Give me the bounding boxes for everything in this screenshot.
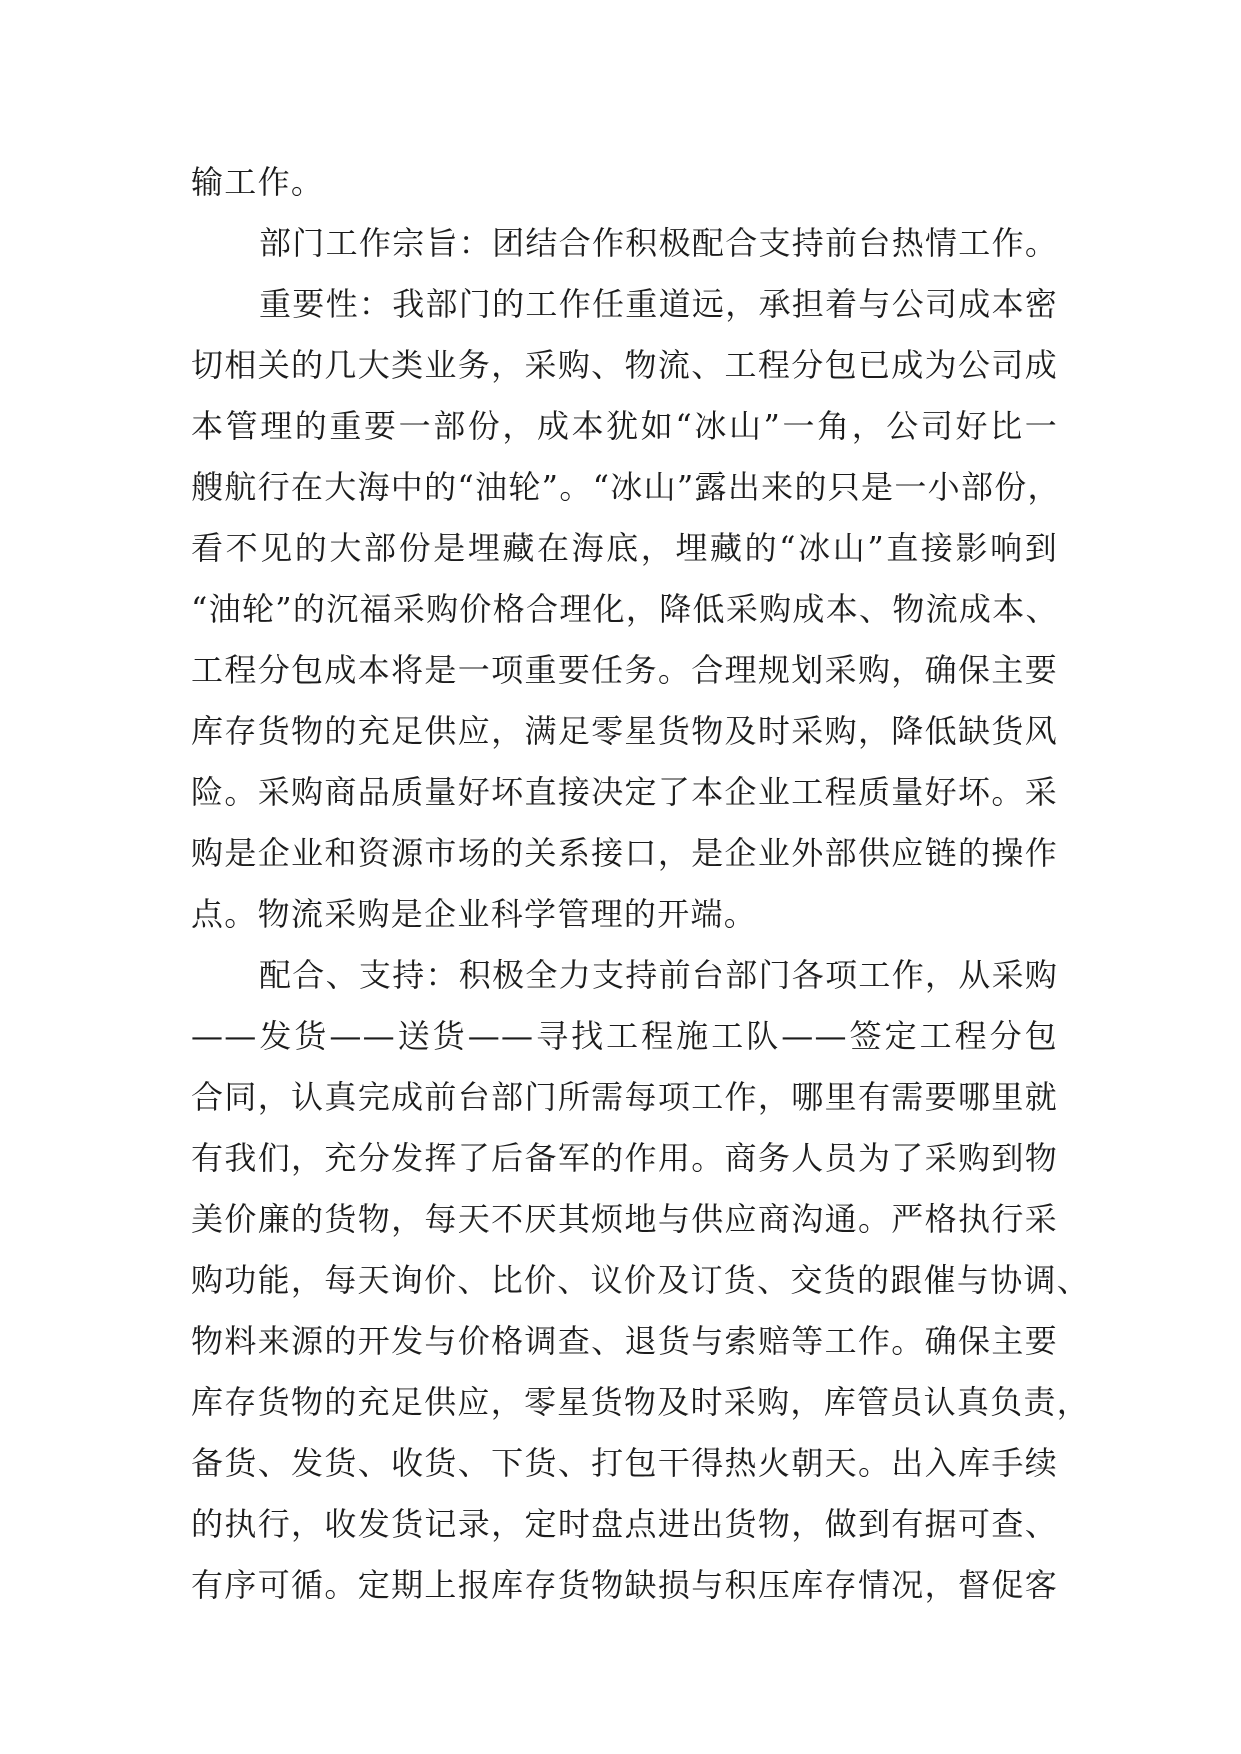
paragraph — [191, 213, 1058, 274]
text-line: ——发货——送货——寻找工程施工队——签定工程分包 — [191, 1017, 1058, 1055]
paragraph — [191, 945, 1091, 1616]
paragraph — [191, 152, 1058, 213]
text-line: 部门工作宗旨：团结合作积极配合支持前台热情工作。 — [259, 224, 1059, 262]
text-line: 配合、支持：积极全力支持前台部门各项工作，从采购 — [259, 956, 1059, 994]
text-line: 库存货物的充足供应，满足零星货物及时采购，降低缺货风 — [191, 712, 1058, 750]
text-line: 美价廉的货物，每天不厌其烦地与供应商沟通。严格执行采 — [191, 1200, 1058, 1238]
text-line: 购是企业和资源市场的关系接口，是企业外部供应链的操作 — [191, 834, 1058, 872]
text-line: “油轮”的沉福采购价格合理化，降低采购成本、物流成本、 — [191, 590, 1059, 628]
text-line: 切相关的几大类业务，采购、物流、工程分包已成为公司成 — [191, 346, 1058, 384]
paragraph — [191, 274, 1061, 945]
text-line: 输工作。 — [191, 163, 325, 201]
text-line: 点。物流采购是企业科学管理的开端。 — [191, 895, 758, 933]
text-line: 本管理的重要一部份，成本犹如“冰山”一角，公司好比一 — [191, 407, 1058, 445]
text-line: 的执行，收发货记录，定时盘点进出货物，做到有据可查、 — [191, 1505, 1058, 1543]
text-line: 工程分包成本将是一项重要任务。合理规划采购，确保主要 — [191, 651, 1058, 689]
text-line: 合同，认真完成前台部门所需每项工作，哪里有需要哪里就 — [191, 1078, 1058, 1116]
text-line: 有序可循。定期上报库存货物缺损与积压库存情况，督促客 — [191, 1566, 1058, 1604]
text-line: 库存货物的充足供应，零星货物及时采购，库管员认真负责， — [191, 1383, 1091, 1421]
text-line: 物料来源的开发与价格调查、退货与索赔等工作。确保主要 — [191, 1322, 1058, 1360]
text-line: 险。采购商品质量好坏直接决定了本企业工程质量好坏。采 — [191, 773, 1058, 811]
text-line: 有我们，充分发挥了后备军的作用。商务人员为了采购到物 — [191, 1139, 1058, 1177]
document-body — [191, 152, 1091, 1616]
text-line: 重要性：我部门的工作任重道远，承担着与公司成本密 — [259, 285, 1059, 323]
text-line: 购功能，每天询价、比价、议价及订货、交货的跟催与协调、 — [191, 1261, 1091, 1299]
text-line: 备货、发货、收货、下货、打包干得热火朝天。出入库手续 — [191, 1444, 1058, 1482]
text-line: 艘航行在大海中的“油轮”。“冰山”露出来的只是一小部份， — [191, 468, 1061, 506]
text-line: 看不见的大部份是埋藏在海底，埋藏的“冰山”直接影响到 — [191, 529, 1058, 567]
